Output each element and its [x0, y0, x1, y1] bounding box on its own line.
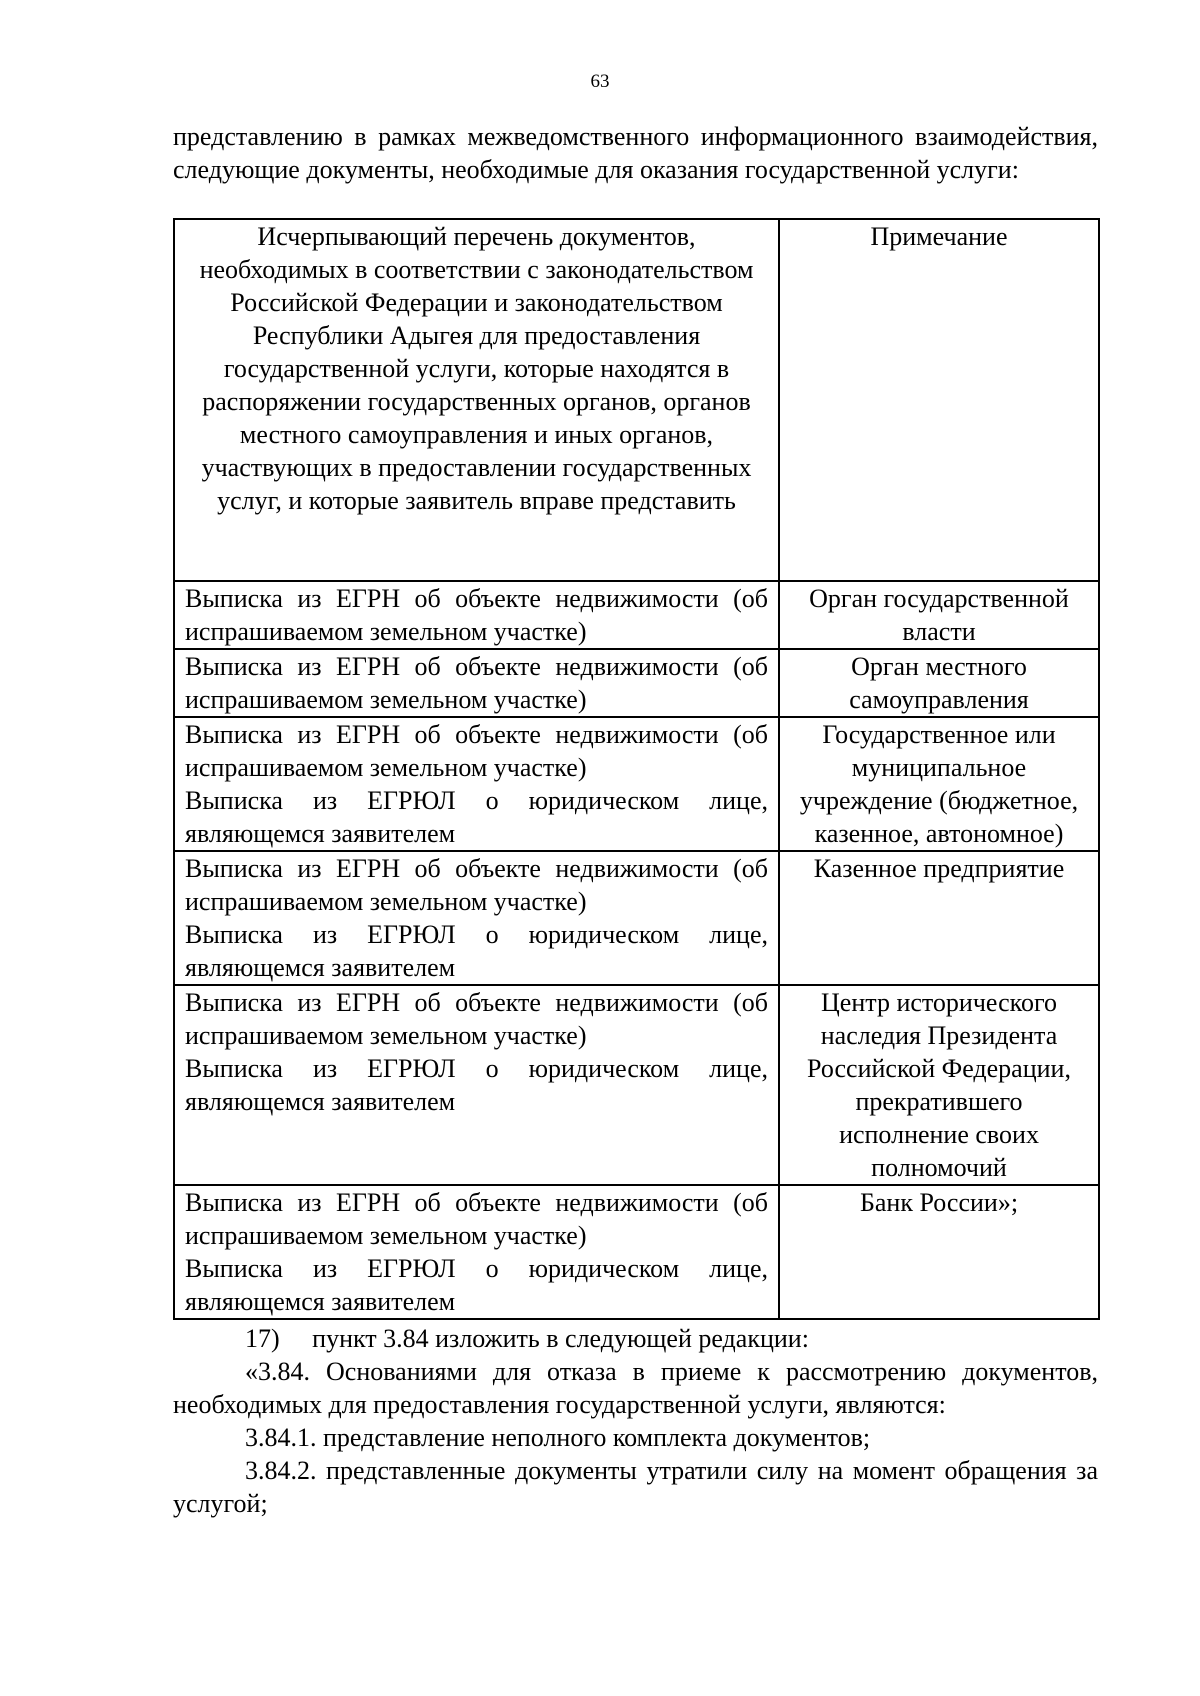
table-row: [174, 649, 1099, 717]
table-cell-note: Центр исторического наследия Президента Российской Федерации, прекратившего исполнение своих полномочий: [779, 985, 1099, 1185]
intro-paragraph: представлению в рамках межведомственного информационного взаимодействия, следующие документы, необходимые для оказания государственной услуги:: [173, 122, 1098, 184]
document-item: Выписка из ЕГРН об объекте недвижимости (об испрашиваемом земельном участке): [185, 988, 768, 1050]
documents-table: [173, 218, 1100, 1320]
table-cell-note: Орган государственной власти: [779, 581, 1099, 649]
document-item: Выписка из ЕГРН об объекте недвижимости (об испрашиваемом земельном участке): [185, 652, 768, 714]
document-item: Выписка из ЕГРЮЛ о юридическом лице, являющемся заявителем: [185, 786, 768, 848]
table-header-row: [174, 219, 1099, 581]
table-header-note: Примечание: [779, 219, 1099, 581]
document-item: Выписка из ЕГРН об объекте недвижимости (об испрашиваемом земельном участке): [185, 1188, 768, 1250]
table-row: [174, 851, 1099, 985]
document-item: Выписка из ЕГРН об объекте недвижимости (об испрашиваемом земельном участке): [185, 720, 768, 782]
clause-3-84-1: 3.84.1. представление неполного комплекта документов;: [245, 1423, 871, 1452]
document-item: Выписка из ЕГРН об объекте недвижимости (об испрашиваемом земельном участке): [185, 854, 768, 916]
table-cell-note: Банк России»;: [779, 1185, 1099, 1319]
table-cell-documents: [174, 851, 779, 985]
table-cell-documents: [174, 581, 779, 649]
item-17: 17) пункт 3.84 изложить в следующей редакции:: [245, 1324, 809, 1353]
table-row: [174, 581, 1099, 649]
table-cell-note: Казенное предприятие: [779, 851, 1099, 985]
table-cell-documents: [174, 649, 779, 717]
clause-3-84: «3.84. Основаниями для отказа в приеме к рассмотрению документов, необходимых для предоставления государственной услуги, являются:: [173, 1357, 1098, 1419]
document-item: Выписка из ЕГРЮЛ о юридическом лице, являющемся заявителем: [185, 1054, 768, 1116]
table-row: [174, 1185, 1099, 1319]
document-item: Выписка из ЕГРЮЛ о юридическом лице, являющемся заявителем: [185, 1254, 768, 1316]
table-cell-documents: [174, 717, 779, 851]
table-row: [174, 985, 1099, 1185]
table-row: [174, 717, 1099, 851]
page-number: 63: [590, 71, 610, 92]
table-cell-note: Орган местного самоуправления: [779, 649, 1099, 717]
table-cell-documents: [174, 1185, 779, 1319]
document-item: Выписка из ЕГРЮЛ о юридическом лице, являющемся заявителем: [185, 920, 768, 982]
table-cell-note: Государственное или муниципальное учреждение (бюджетное, казенное, автономное): [779, 717, 1099, 851]
amendment-section: [173, 1322, 1098, 1520]
document-item: Выписка из ЕГРН об объекте недвижимости (об испрашиваемом земельном участке): [185, 584, 768, 646]
table-cell-documents: [174, 985, 779, 1185]
clause-3-84-2: 3.84.2. представленные документы утратили силу на момент обращения за услугой;: [173, 1456, 1098, 1518]
table-header-documents: Исчерпывающий перечень документов, необходимых в соответствии с законодательством Российской Федерации и законодательством Республики Адыгея для предоставления государственной услуги, которые находятся в распоряжении государственных органов, органов местного самоуправления и иных органов, участвующих в предоставлении государственных услуг, и которые заявитель вправе представить: [174, 219, 779, 581]
